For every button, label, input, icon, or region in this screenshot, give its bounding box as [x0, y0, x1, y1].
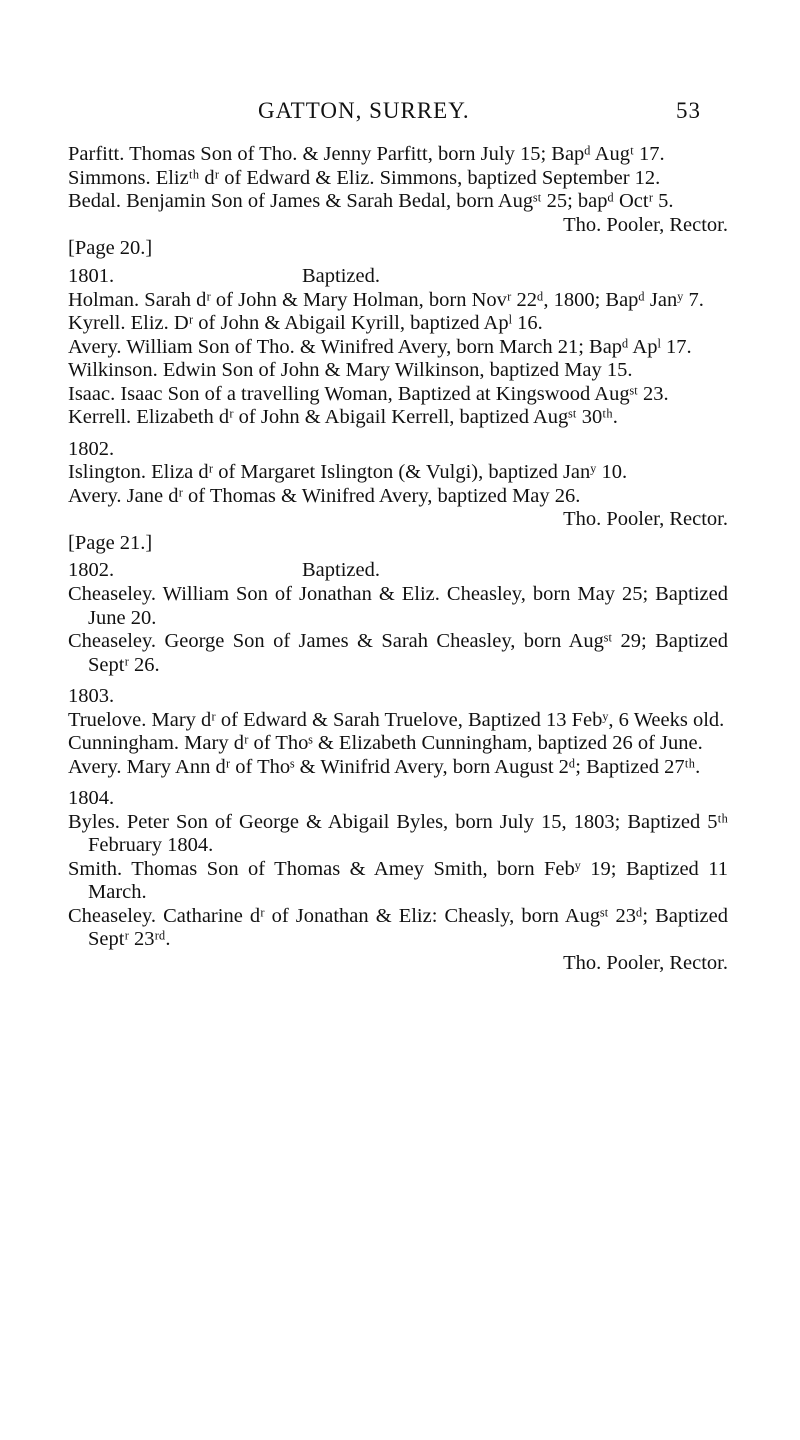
baptism-entry [68, 312, 728, 336]
baptism-entry [68, 383, 728, 407]
entry-surname: Avery. [68, 335, 122, 358]
year-label: 1802. [68, 559, 115, 581]
entry-surname: Byles. [68, 810, 120, 833]
entry-surname: Truelove. [68, 708, 147, 731]
entry-text: William Son of Tho. & Winifred Avery, born March 21; Bapᵈ Apˡ 17. [126, 335, 692, 358]
entry-text: Benjamin Son of James & Sarah Bedal, born Augˢᵗ 25; bapᵈ Octʳ 5. [126, 190, 674, 212]
entry-surname: Parfitt. [68, 143, 125, 165]
entry-surname: Smith. [68, 857, 123, 880]
entry-surname: Holman. [68, 288, 140, 311]
section-heading: Baptized. [302, 264, 380, 287]
baptism-entry [68, 709, 728, 733]
entry-surname: Isaac. [68, 382, 116, 405]
page-title: GATTON, SURREY. [258, 98, 470, 123]
baptism-entry [68, 336, 728, 360]
baptism-entry [68, 461, 728, 485]
rector-signature: Tho. Pooler, Rector. [563, 951, 728, 974]
running-head [0, 98, 800, 128]
entry-surname: Avery. [68, 484, 122, 507]
year-heading [68, 265, 728, 289]
entry-surname: Cunningham. [68, 732, 180, 754]
section-heading: Baptized. [302, 559, 380, 581]
baptism-entry [68, 756, 728, 780]
page-reference: [Page 20.] [68, 237, 153, 259]
entry-surname: Bedal. [68, 190, 121, 212]
entry-text: Eliz. Dʳ of John & Abigail Kyrill, baptized Apˡ 16. [130, 312, 543, 334]
baptism-entry [68, 167, 728, 191]
entry-surname: Islington. [68, 461, 147, 483]
baptism-entry [68, 406, 728, 430]
entry-text: Elizᵗʰ dʳ of Edward & Eliz. Simmons, baptized September 12. [155, 166, 661, 189]
entry-text: Peter Son of George & Abigail Byles, born July 15, 1803; Baptized 5ᵗʰ February 1804. [88, 810, 729, 856]
entry-text: Mary Ann dʳ of Thoˢ & Winifrid Avery, born August 2ᵈ; Baptized 27ᵗʰ. [126, 755, 701, 778]
entry-surname: Avery. [68, 755, 122, 778]
baptism-entry [68, 359, 728, 383]
entry-text: Isaac Son of a travelling Woman, Baptized at Kingswood Augˢᵗ 23. [120, 382, 669, 405]
baptism-entry [68, 485, 728, 509]
entry-text: George Son of James & Sarah Cheasley, born Augˢᵗ 29; Baptized Septʳ 26. [88, 630, 728, 676]
year-label: 1802. [68, 437, 115, 460]
entry-surname: Cheaseley. [68, 583, 157, 605]
entry-text: Sarah dʳ of John & Mary Holman, born Novʳ 22ᵈ, 1800; Bapᵈ Janʸ 7. [144, 288, 704, 311]
entry-text: William Son of Jonathan & Eliz. Cheasley, born May 25; Baptized June 20. [88, 583, 728, 629]
entry-text: Jane dʳ of Thomas & Winifred Avery, baptized May 26. [126, 484, 581, 507]
entry-text: Thomas Son of Thomas & Amey Smith, born Febʸ 19; Baptized 11 March. [88, 857, 728, 903]
year-label: 1804. [68, 787, 115, 809]
entry-surname: Kerrell. [68, 406, 132, 428]
entry-text: Eliza dʳ of Margaret Islington (& Vulgi), baptized Janʸ 10. [151, 461, 628, 483]
entry-text: Mary dʳ of Edward & Sarah Truelove, Baptized 13 Febʸ, 6 Weeks old. [151, 708, 725, 731]
baptism-entry [68, 630, 728, 677]
entry-text: Edwin Son of John & Mary Wilkinson, baptized May 15. [162, 359, 633, 381]
entry-text: Catharine dʳ of Jonathan & Eliz: Cheasly, born Augˢᵗ 23ᵈ; Baptized Septʳ 23ʳᵈ. [88, 904, 728, 950]
rector-signature: Tho. Pooler, Rector. [563, 213, 728, 236]
register-body [68, 143, 728, 975]
entry-text: Mary dʳ of Thoˢ & Elizabeth Cunningham, baptized 26 of June. [184, 732, 703, 754]
entry-surname: Wilkinson. [68, 359, 158, 381]
year-label: 1801. [68, 264, 115, 287]
rector-signature: Tho. Pooler, Rector. [563, 508, 728, 530]
entry-surname: Simmons. [68, 166, 151, 189]
entry-surname: Cheaseley. [68, 630, 157, 652]
baptism-entry [68, 143, 728, 167]
year-label: 1803. [68, 685, 115, 707]
baptism-entry [68, 289, 728, 313]
baptism-entry [68, 811, 728, 858]
entry-text: Elizabeth dʳ of John & Abigail Kerrell, baptized Augˢᵗ 30ᵗʰ. [136, 406, 618, 428]
entry-text: Thomas Son of Tho. & Jenny Parfitt, born July 15; Bapᵈ Augᵗ 17. [129, 143, 665, 165]
baptism-entry [68, 905, 728, 952]
baptism-entry [68, 190, 728, 214]
entry-surname: Kyrell. [68, 312, 126, 334]
baptism-entry [68, 858, 728, 905]
baptism-entry [68, 583, 728, 630]
page-reference: [Page 21.] [68, 531, 153, 554]
entry-surname: Cheaseley. [68, 904, 157, 927]
page-number: 53 [676, 98, 701, 123]
year-heading [68, 559, 728, 583]
baptism-entry [68, 732, 728, 756]
